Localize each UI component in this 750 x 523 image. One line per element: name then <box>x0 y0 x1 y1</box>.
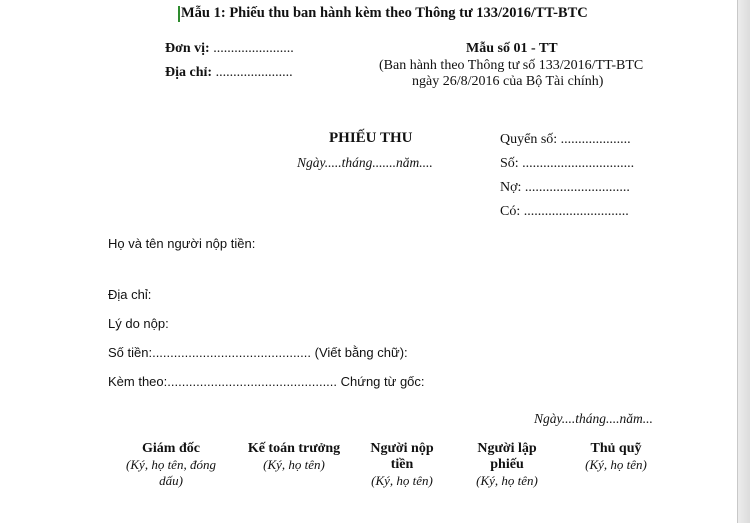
kem-theo-field: Kèm theo:............................................... Chứng từ gốc: <box>108 374 425 389</box>
signature-thu-quy <box>570 441 662 473</box>
signature-title: Giám đốc <box>142 441 200 456</box>
footer-date: Ngày....tháng....năm... <box>534 411 653 426</box>
document-title: Mẫu 1: Phiếu thu ban hành kèm theo Thông tư 133/2016/TT-BTC <box>181 5 588 21</box>
co-field: Có: .............................. <box>500 204 629 219</box>
so-field: Số: ................................ <box>500 156 635 171</box>
ngay-ban-hanh-text: ngày 26/8/2016 của Bộ Tài chính) <box>412 74 604 89</box>
signature-title-line1: Người lập <box>477 441 537 456</box>
don-vi-label: Đơn vị: <box>165 41 210 56</box>
don-vi-dots: ....................... <box>209 41 294 56</box>
signature-subtitle: (Ký, họ tên) <box>585 457 647 472</box>
signature-subtitle: (Ký, họ tên) <box>263 457 325 472</box>
dia-chi-line <box>165 65 293 81</box>
signature-subtitle: (Ký, họ tên, đóng <box>126 457 216 472</box>
signature-title: Kế toán trưởng <box>247 441 341 456</box>
ly-do-field: Lý do nộp: <box>108 316 169 331</box>
dia-chi-label: Địa chỉ: <box>165 65 213 80</box>
dia-chi-dots: ...................... <box>212 65 293 80</box>
signature-title-line1: Người nộp <box>370 441 434 456</box>
signature-ke-toan-truong <box>238 441 350 473</box>
signature-giam-doc <box>110 441 232 489</box>
signature-subtitle-cont: dấu) <box>159 473 183 488</box>
signature-title-line2: tiền <box>390 457 414 472</box>
quyen-so-field: Quyển số: .................... <box>500 132 631 147</box>
so-tien-field: Số tiền:............................................ (Viết bằng chữ): <box>108 345 408 360</box>
receipt-date: Ngày.....tháng.......năm.... <box>297 155 433 170</box>
signature-subtitle: (Ký, họ tên) <box>476 473 538 488</box>
mau-so: Mẫu số 01 - TT <box>466 41 558 56</box>
don-vi-line <box>165 41 294 57</box>
text-cursor <box>178 6 180 22</box>
receipt-title: PHIẾU THU <box>329 130 413 146</box>
no-field: Nợ: .............................. <box>500 180 630 195</box>
signature-nguoi-nop-tien <box>357 441 447 489</box>
signature-nguoi-lap-phieu <box>462 441 552 489</box>
signature-title: Thủ quỹ <box>590 441 642 456</box>
dia-chi-field: Địa chỉ: <box>108 287 152 302</box>
ho-ten-field: Họ và tên người nộp tiền: <box>108 236 256 251</box>
ban-hanh-text: (Ban hành theo Thông tư số 133/2016/TT-BTC <box>379 58 644 73</box>
window-right-edge <box>737 0 750 523</box>
signature-title-line2: phiếu <box>490 457 524 472</box>
signature-subtitle: (Ký, họ tên) <box>371 473 433 488</box>
